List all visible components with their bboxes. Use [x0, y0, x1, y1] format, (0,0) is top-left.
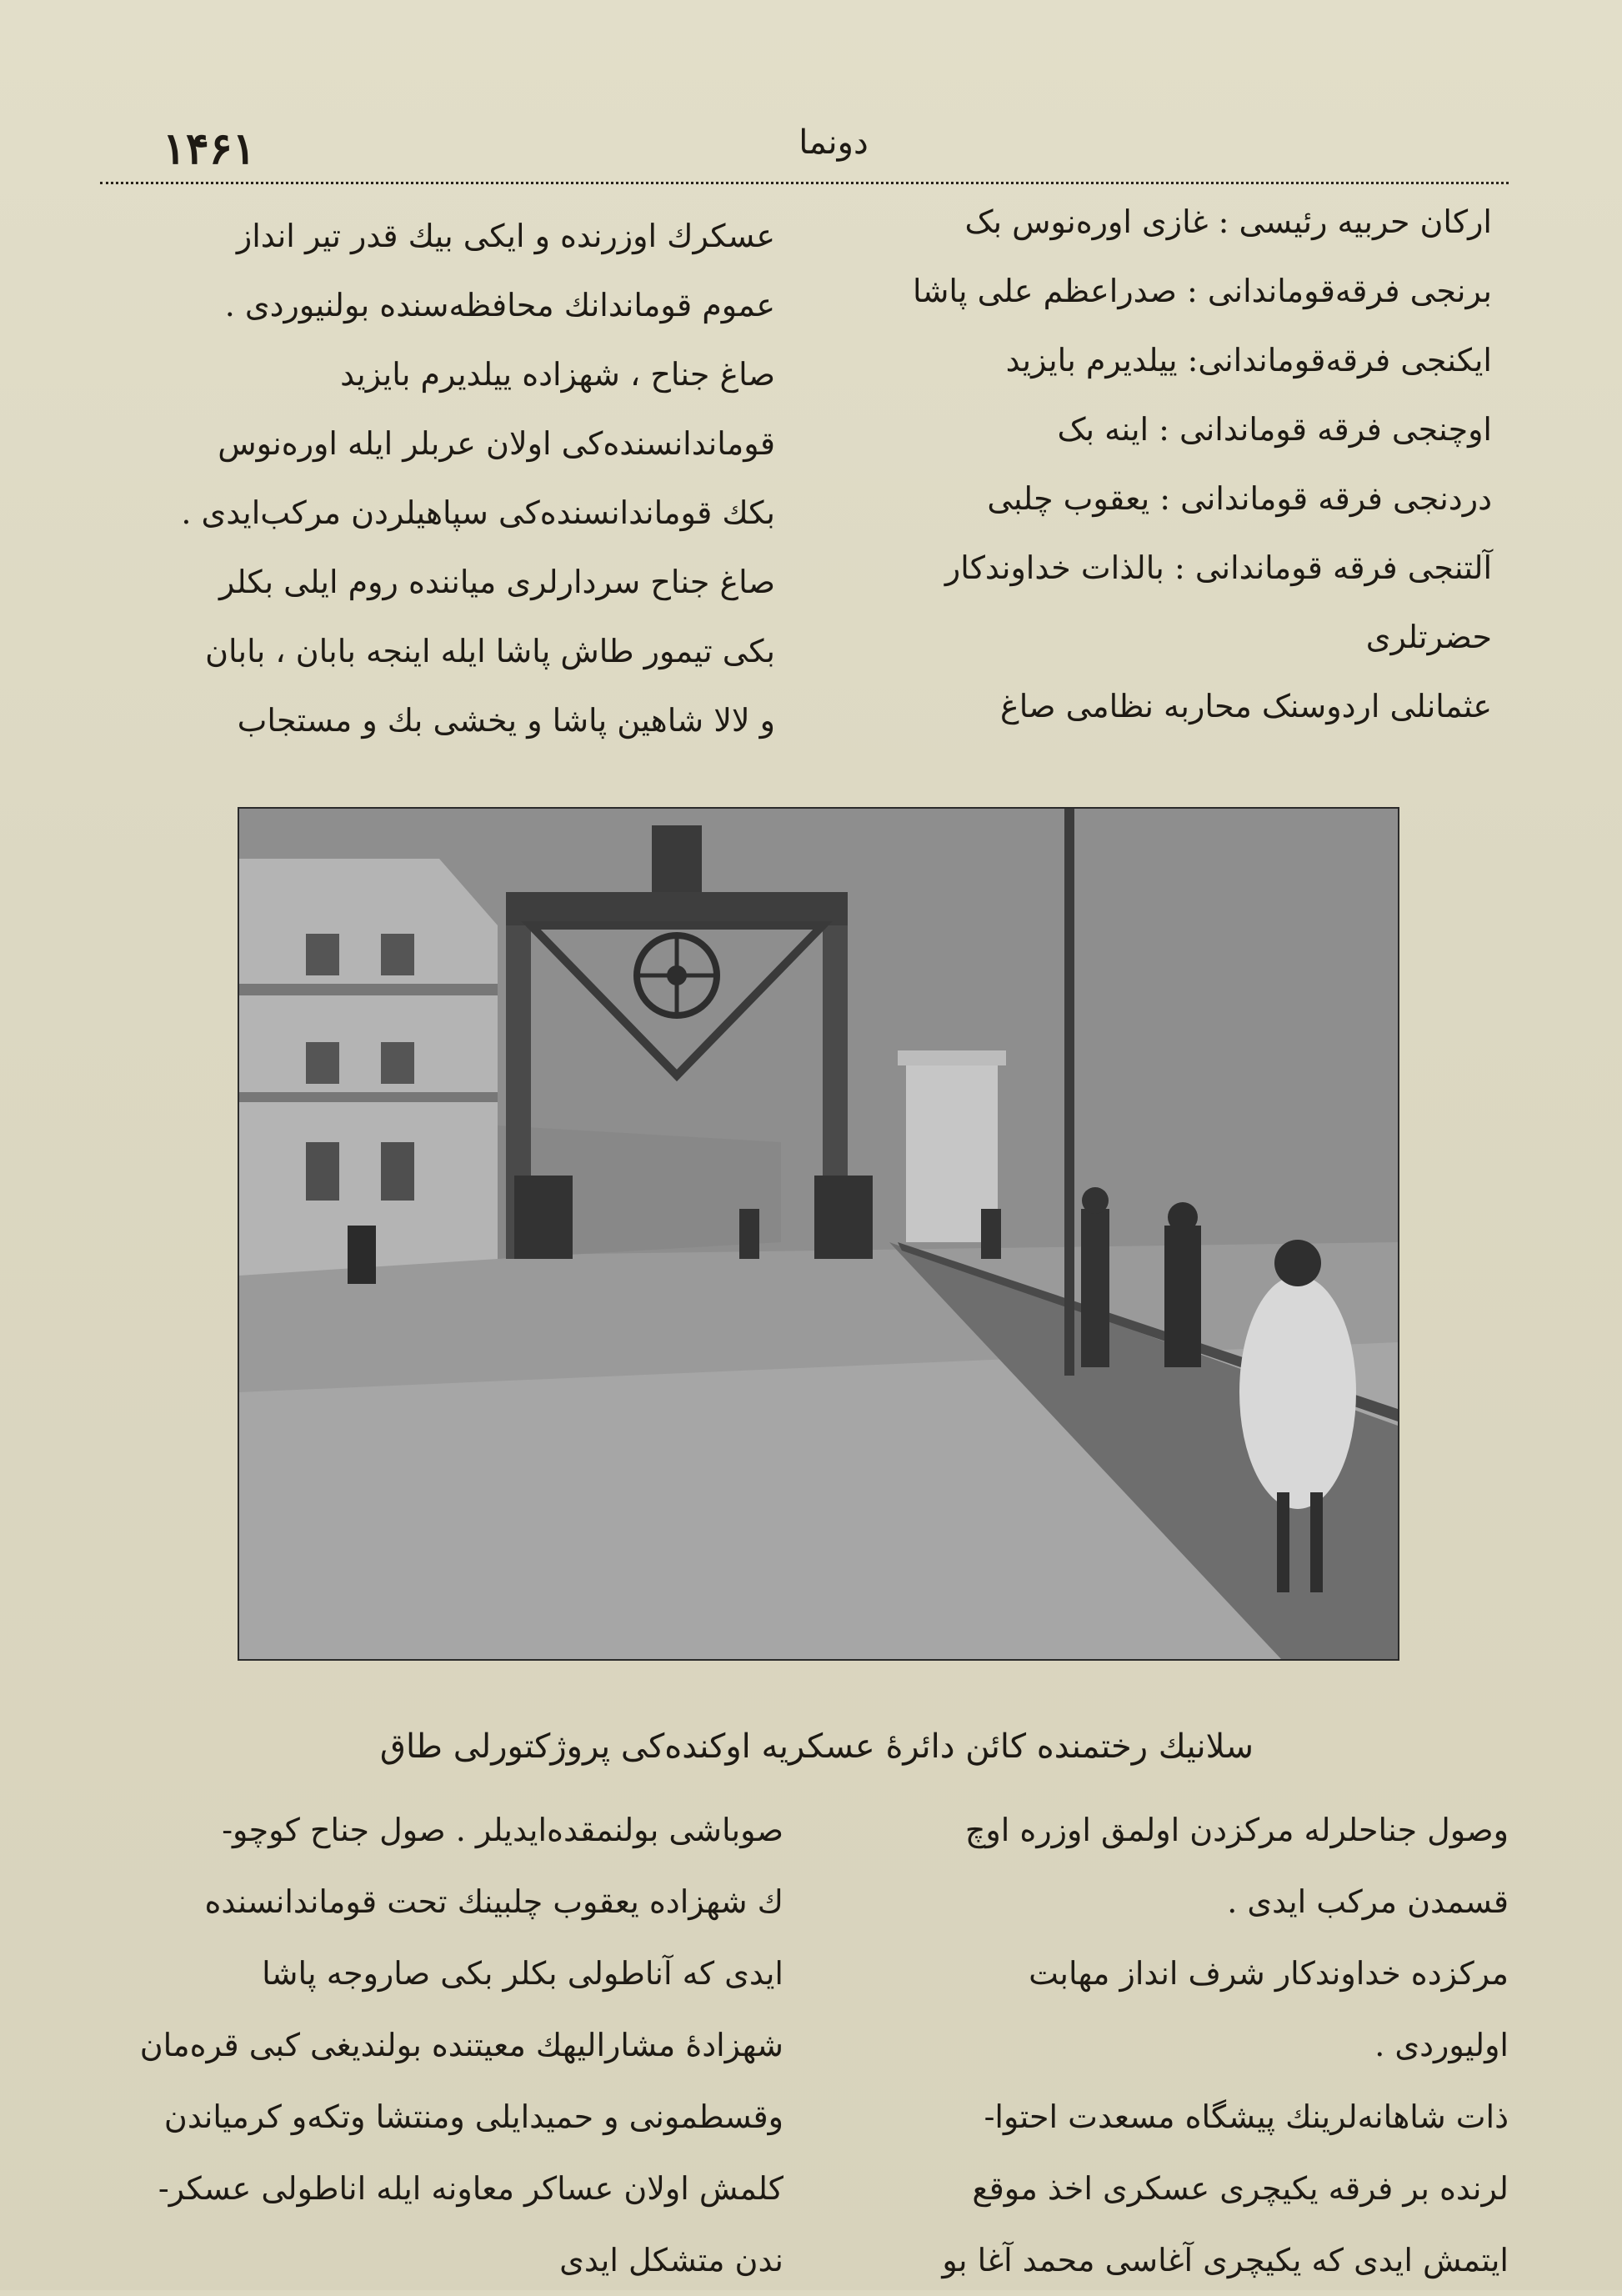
text-line: ندن متشکل ایدی	[559, 2242, 783, 2278]
text-line: ك شهزاده یعقوب چلبینك تحت قوماندانسنده	[204, 1883, 783, 1920]
text-line: صوباشی بولنمقده‌ایدیلر . صول جناح کوچو-	[222, 1812, 783, 1848]
text-line: ارکان حربیه رئیسی : غازی اوره‌نوس بک	[964, 203, 1492, 240]
text-line: وقسطمونی و حمیدایلی ومنتشا وتکه‌و کرمیاندن	[163, 2098, 783, 2135]
text-line: عموم قوماندانك محافظه‌سنده بولنیوردی .	[224, 287, 775, 323]
bottom-left-column	[117, 1794, 783, 2296]
text-line: مرکزده خداوندکار شرف انداز مهابت	[1029, 1955, 1509, 1992]
text-line: صاغ جناح ، شهزاده ییلدیرم بایزید	[340, 356, 775, 393]
top-left-column	[117, 202, 775, 755]
text-line: اوچنجی فرقه قوماندانی : اینه بک	[1057, 411, 1492, 448]
bottom-right-column	[850, 1794, 1509, 2296]
text-line: کلمش اولان عساکر معاونه ایله اناطولی عسکر-	[158, 2170, 783, 2207]
text-line: ذات شاهانه‌لرینك پیشگاه مسعدت احتوا-	[984, 2098, 1509, 2135]
text-line: لرنده بر فرقه یکیچری عسکری اخذ موقع	[972, 2170, 1509, 2207]
page-number: ۱۴۶۱	[163, 123, 256, 174]
text-line: عسکرك اوزرنده و ایکی بیك قدر تیر انداز	[236, 218, 775, 254]
photo-caption: سلانیك رختمنده کائن دائرهٔ عسکریه اوکنده‌کی پروژکتورلی طاق	[379, 1727, 1254, 1766]
text-line: قسمدن مرکب ایدی .	[1227, 1883, 1509, 1920]
text-line: قوماندانسنده‌کی اولان عربلر ایله اوره‌نوس	[218, 425, 775, 462]
text-line: اولیوردی .	[1374, 2027, 1509, 2063]
text-line: وصول جناحلرله مرکزدن اولمق اوزره اوچ	[964, 1812, 1509, 1848]
text-line: بکی تیمور طاش پاشا ایله اینجه بابان ، بابان	[205, 633, 775, 669]
text-line: شهزادهٔ مشارالیهك معیتنده بولندیغی کبی قرەمان	[139, 2027, 783, 2063]
text-line: ایکنجی فرقه‌قوماندانی: ییلدیرم بایزید	[1005, 342, 1492, 378]
photo-illustration	[239, 809, 1398, 1659]
text-line: بکك قوماندانسنده‌کی سپاهیلردن مرکب‌ایدی .	[181, 494, 775, 531]
text-line: عثمانلی اردوسنک محاربه نظامی صاغ	[1000, 688, 1492, 724]
top-right-column	[834, 188, 1492, 741]
text-line: ایدی که آناطولی بکلر بکی صاروجه پاشا	[262, 1955, 783, 1992]
text-line: آلتنجی فرقه قوماندانی : بالذات خداوندکار	[944, 549, 1492, 586]
text-line: دردنجی فرقه قوماندانی : یعقوب چلبی	[987, 480, 1492, 517]
text-line: حضرتلری	[1365, 619, 1492, 655]
text-line: صاغ جناح سردارلری میاننده روم ایلی بکلر	[218, 564, 775, 600]
text-line: برنجی فرقه‌قوماندانی : صدراعظم علی پاشا	[912, 273, 1492, 309]
header-divider	[100, 182, 1509, 184]
journal-title: دونما	[798, 123, 869, 162]
text-line: ایتمش ایدی که یکیچری آغاسی محمد آغا بو	[942, 2242, 1509, 2278]
halftone-photograph	[238, 807, 1399, 1661]
text-line: و لالا شاهین پاشا و یخشی بك و مستجاب	[237, 702, 775, 739]
